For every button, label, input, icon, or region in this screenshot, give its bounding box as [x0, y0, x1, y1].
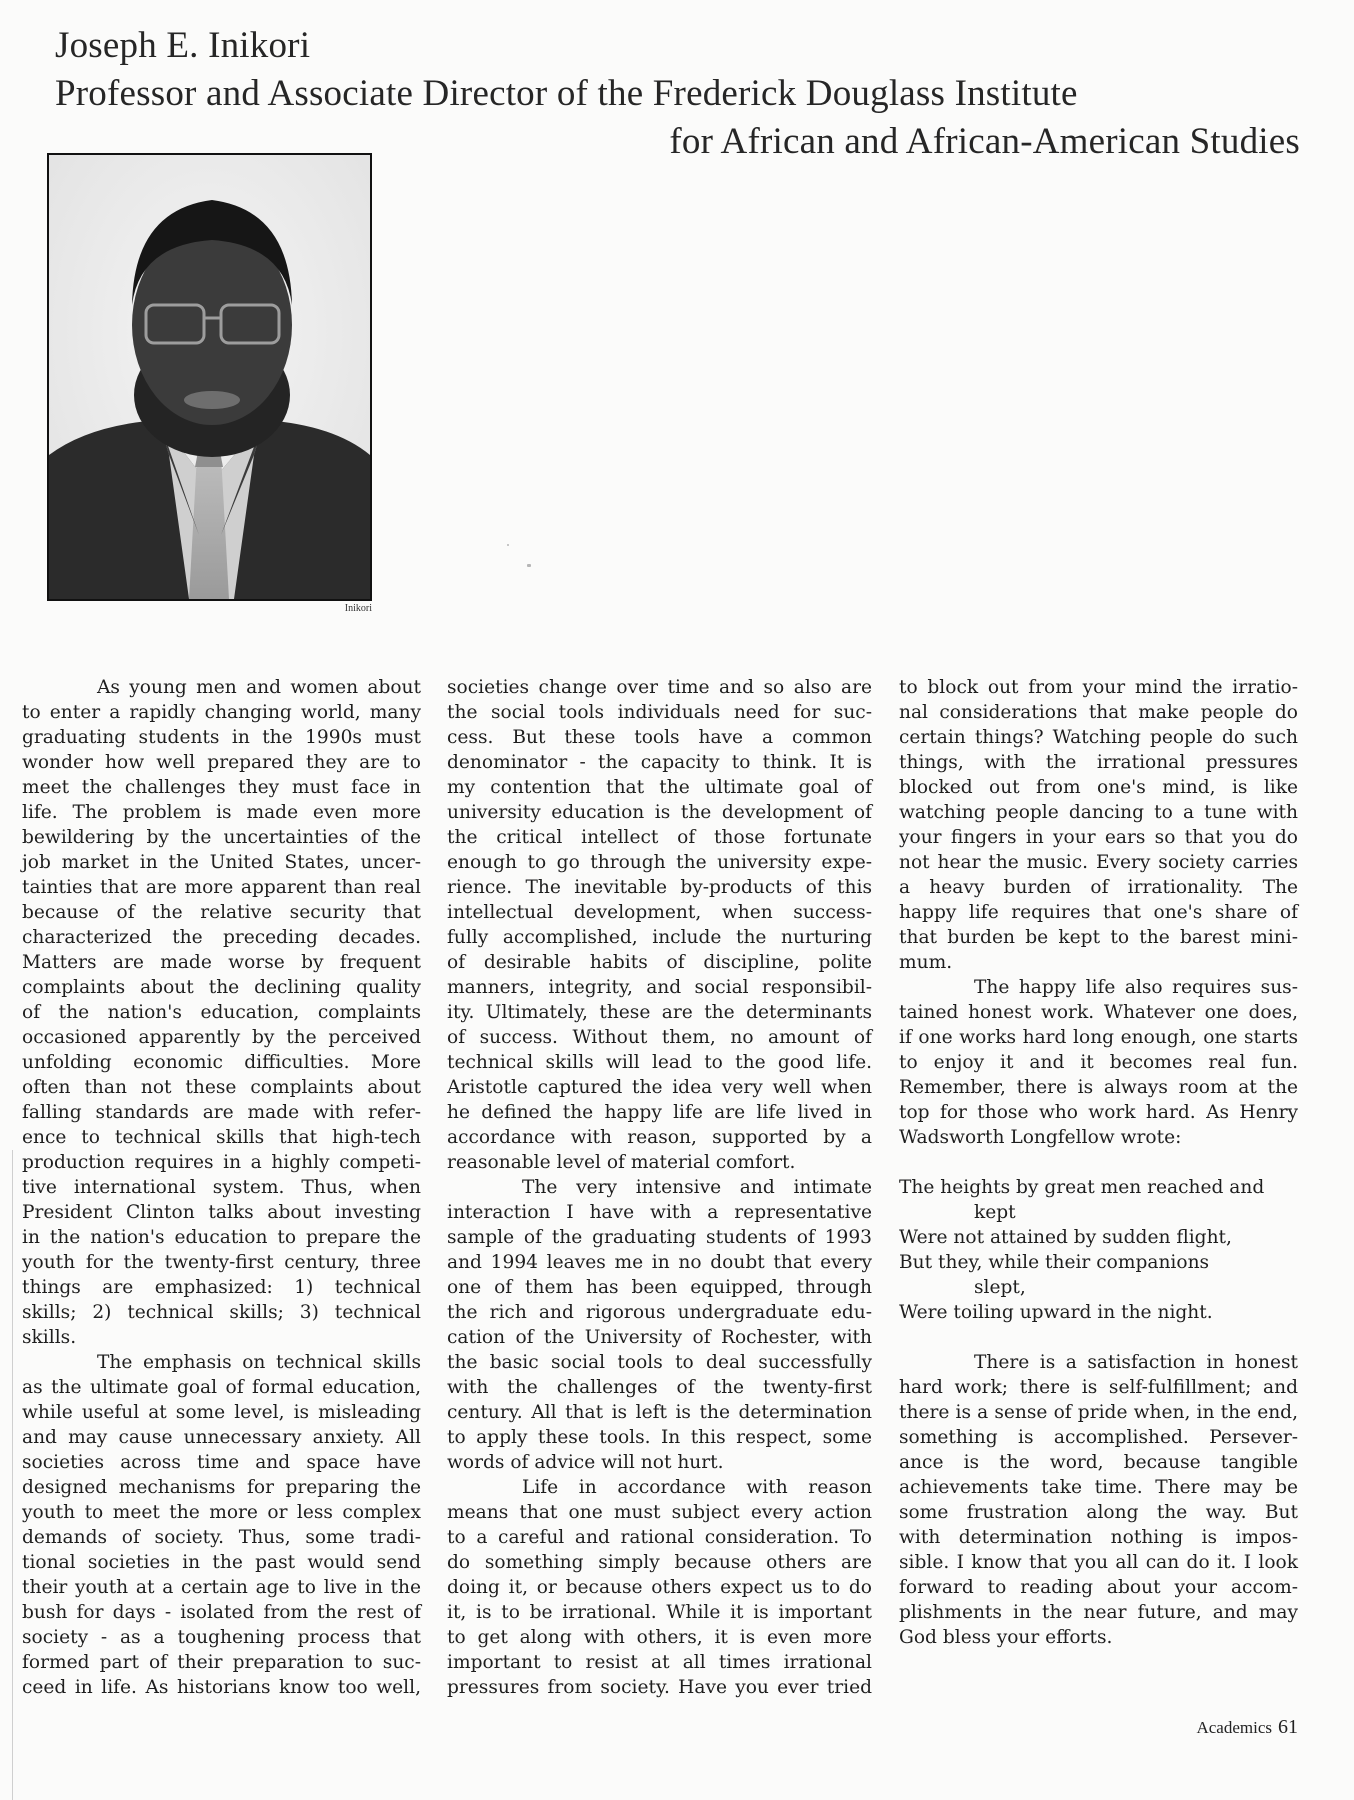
text-line: As young men and women about [97, 677, 421, 698]
text-line: to enter a rapidly changing world, many [22, 702, 421, 723]
photo-caption: Inikori [344, 603, 372, 614]
text-line: society - as a toughening process that [22, 1627, 421, 1648]
text-line: sample of the graduating students of 1993 [447, 1227, 872, 1248]
text-line: tional societies in the past would send [22, 1552, 421, 1573]
text-line: Life in accordance with reason [522, 1477, 872, 1498]
text-line: if one works hard long enough, one starts [899, 1027, 1298, 1048]
text-line: tainties that are more apparent than real [22, 877, 421, 898]
scan-speck [507, 544, 509, 546]
text-line: some frustration along the way. But [899, 1502, 1298, 1523]
text-line: rience. The inevitable by-products of this [447, 877, 872, 898]
text-line: ence to technical skills that high-tech [22, 1127, 421, 1148]
text-line: the basic social tools to deal successfully [447, 1352, 872, 1373]
text-line: to enjoy it and it becomes real fun. [899, 1052, 1298, 1073]
text-line: Aristotle captured the idea very well when [447, 1077, 872, 1098]
author-title-line-2: for African and African-American Studies [669, 121, 1300, 162]
text-line: blocked out from one's mind, is like [899, 777, 1298, 798]
text-line: falling standards are made with refer- [22, 1102, 421, 1123]
text-line: pressures from society. Have you ever tried [447, 1677, 872, 1698]
text-line: the critical intellect of those fortunate [447, 827, 872, 848]
text-line: top for those who work hard. As Henry [899, 1102, 1298, 1123]
text-line: things are emphasized: 1) technical [22, 1277, 421, 1298]
text-line: things, with the irrational pressures [899, 752, 1298, 773]
footer-section-label: Academics [1196, 1718, 1272, 1737]
page-header [55, 22, 1300, 166]
text-line: there is a sense of pride when, in the end, [899, 1402, 1298, 1423]
page-number: 61 [1278, 1716, 1298, 1738]
text-line: to a careful and rational consideration. To [447, 1527, 872, 1548]
text-line: technical skills will lead to the good life. [447, 1052, 872, 1073]
scan-artifact-line [12, 1150, 13, 1800]
text-line: the rich and rigorous undergraduate edu- [447, 1302, 872, 1323]
text-line: intellectual development, when success- [447, 902, 872, 923]
text-line: production requires in a highly competi- [22, 1152, 421, 1173]
text-line: designed mechanisms for preparing the [22, 1477, 421, 1498]
text-line: youth to meet the more or less complex [22, 1502, 421, 1523]
article-column-1 [22, 675, 421, 1700]
text-line: to block out from your mind the irratio- [899, 677, 1298, 698]
text-line: as the ultimate goal of formal education, [22, 1377, 421, 1398]
text-line: the social tools individuals need for suc- [447, 702, 872, 723]
text-line: hard work; there is self-fulfillment; and [899, 1377, 1298, 1398]
text-line: century. All that is left is the determination [447, 1402, 872, 1423]
text-line: not hear the music. Every society carries [899, 852, 1298, 873]
text-line: because of the relative security that [22, 902, 421, 923]
text-line: characterized the preceding decades. [22, 927, 421, 948]
article-column-3 [899, 675, 1298, 1650]
text-line: God bless your efforts. [899, 1627, 1113, 1648]
text-line: plishments in the near future, and may [899, 1602, 1298, 1623]
text-line: The happy life also requires sus- [974, 977, 1298, 998]
text-line: while useful at some level, is misleading [22, 1402, 421, 1423]
text-line: of desirable habits of discipline, polite [447, 952, 872, 973]
scan-speck [527, 564, 531, 567]
text-line: watching people dancing to a tune with [899, 802, 1298, 823]
text-line: ceed in life. As historians know too well, [22, 1677, 421, 1698]
text-line: meet the challenges they must face in [22, 777, 421, 798]
text-line: bush for days - isolated from the rest of [22, 1602, 421, 1623]
text-line: bewildering by the uncertainties of the [22, 827, 421, 848]
text-line: unfolding economic difficulties. More [22, 1052, 421, 1073]
text-line: to apply these tools. In this respect, some [447, 1427, 872, 1448]
text-line: to get along with others, it is even more [447, 1627, 872, 1648]
text-line: he defined the happy life are life lived in [447, 1102, 872, 1123]
text-line: Matters are made worse by frequent [22, 952, 421, 973]
text-line: something is accomplished. Persever- [899, 1427, 1298, 1448]
text-line: happy life requires that one's share of [899, 902, 1298, 923]
text-line: with the challenges of the twenty-first [447, 1377, 872, 1398]
text-line: cess. But these tools have a common [447, 727, 872, 748]
portrait-image-icon [49, 155, 370, 599]
text-line: cation of the University of Rochester, with [447, 1327, 872, 1348]
text-line: tained honest work. Whatever one does, [899, 1002, 1298, 1023]
text-line: manners, integrity, and social responsibil- [447, 977, 872, 998]
text-line: university education is the development of [447, 802, 872, 823]
text-line: interaction I have with a representative [447, 1202, 872, 1223]
poem-continuation-line: kept [974, 1202, 1016, 1223]
text-line: occasioned apparently by the perceived [22, 1027, 421, 1048]
article-column-2 [447, 675, 872, 1700]
text-line: Remember, there is always room at the [899, 1077, 1298, 1098]
text-line: societies across time and space have [22, 1452, 421, 1473]
text-line: societies change over time and so also are [447, 677, 872, 698]
text-line: in the nation's education to prepare the [22, 1227, 421, 1248]
text-line: formed part of their preparation to suc- [22, 1652, 421, 1673]
text-line: of the nation's education, complaints [22, 1002, 421, 1023]
blank-line [899, 1325, 1298, 1350]
text-line: denominator - the capacity to think. It is [447, 752, 872, 773]
poem-continuation-line: slept, [974, 1277, 1026, 1298]
text-line: Were not attained by sudden flight, [899, 1227, 1232, 1248]
text-line: accordance with reason, supported by a [447, 1127, 872, 1148]
text-line: wonder how well prepared they are to [22, 752, 421, 773]
text-line: fully accomplished, include the nurturing [447, 927, 872, 948]
text-line: important to resist at all times irrational [447, 1652, 872, 1673]
text-line: ance is the word, because tangible [899, 1452, 1298, 1473]
text-line: job market in the United States, uncer- [22, 852, 421, 873]
text-line: certain things? Watching people do such [899, 727, 1298, 748]
text-line: reasonable level of material comfort. [447, 1152, 796, 1173]
text-line: and 1994 leaves me in no doubt that every [447, 1252, 872, 1273]
text-line: of success. Without them, no amount of [447, 1027, 872, 1048]
blank-line [899, 1150, 1298, 1175]
text-line: skills; 2) technical skills; 3) technical [22, 1302, 421, 1323]
text-line: words of advice will not hurt. [447, 1452, 724, 1473]
text-line: youth for the twenty-first century, three [22, 1252, 421, 1273]
text-line: The heights by great men reached and [899, 1177, 1265, 1198]
text-line: complaints about the declining quality [22, 977, 421, 998]
text-line: it, is to be irrational. While it is important [447, 1602, 872, 1623]
text-line: Wadsworth Longfellow wrote: [899, 1127, 1182, 1148]
text-line: that burden be kept to the barest mini- [899, 927, 1298, 948]
text-line: achievements take time. There may be [899, 1477, 1298, 1498]
page-footer [1150, 1716, 1298, 1739]
text-line: your fingers in your ears so that you do [899, 827, 1298, 848]
text-line: forward to reading about your accom- [899, 1577, 1298, 1598]
text-line: But they, while their companions [899, 1252, 1210, 1273]
text-line: Were toiling upward in the night. [899, 1302, 1213, 1323]
text-line: nal considerations that make people do [899, 702, 1298, 723]
text-line: enough to go through the university expe- [447, 852, 872, 873]
text-line: There is a satisfaction in honest [974, 1352, 1298, 1373]
text-line: doing it, or because others expect us to do [447, 1577, 872, 1598]
text-line: mum. [899, 952, 953, 973]
text-line: ity. Ultimately, these are the determinants [447, 1002, 872, 1023]
text-line: graduating students in the 1990s must [22, 727, 421, 748]
text-line: my contention that the ultimate goal of [447, 777, 872, 798]
author-name: Joseph E. Inikori [55, 25, 311, 66]
text-line: The very intensive and intimate [522, 1177, 872, 1198]
text-line: demands of society. Thus, some tradi- [22, 1527, 421, 1548]
text-line: skills. [22, 1327, 77, 1348]
text-line: tive international system. Thus, when [22, 1177, 421, 1198]
text-line: their youth at a certain age to live in the [22, 1577, 421, 1598]
text-line: The emphasis on technical skills [97, 1352, 421, 1373]
text-line: a heavy burden of irrationality. The [899, 877, 1298, 898]
text-line: life. The problem is made even more [22, 802, 421, 823]
text-line: sible. I know that you all can do it. I look [899, 1552, 1298, 1573]
text-line: and may cause unnecessary anxiety. All [22, 1427, 421, 1448]
text-line: with determination nothing is impos- [899, 1527, 1298, 1548]
author-title-line-1: Professor and Associate Director of the Frederick Douglass Institute [55, 73, 1078, 114]
text-line: President Clinton talks about investing [22, 1202, 421, 1223]
text-line: often than not these complaints about [22, 1077, 421, 1098]
author-portrait [47, 153, 372, 601]
text-line: do something simply because others are [447, 1552, 872, 1573]
text-line: means that one must subject every action [447, 1502, 872, 1523]
text-line: one of them has been equipped, through [447, 1277, 872, 1298]
